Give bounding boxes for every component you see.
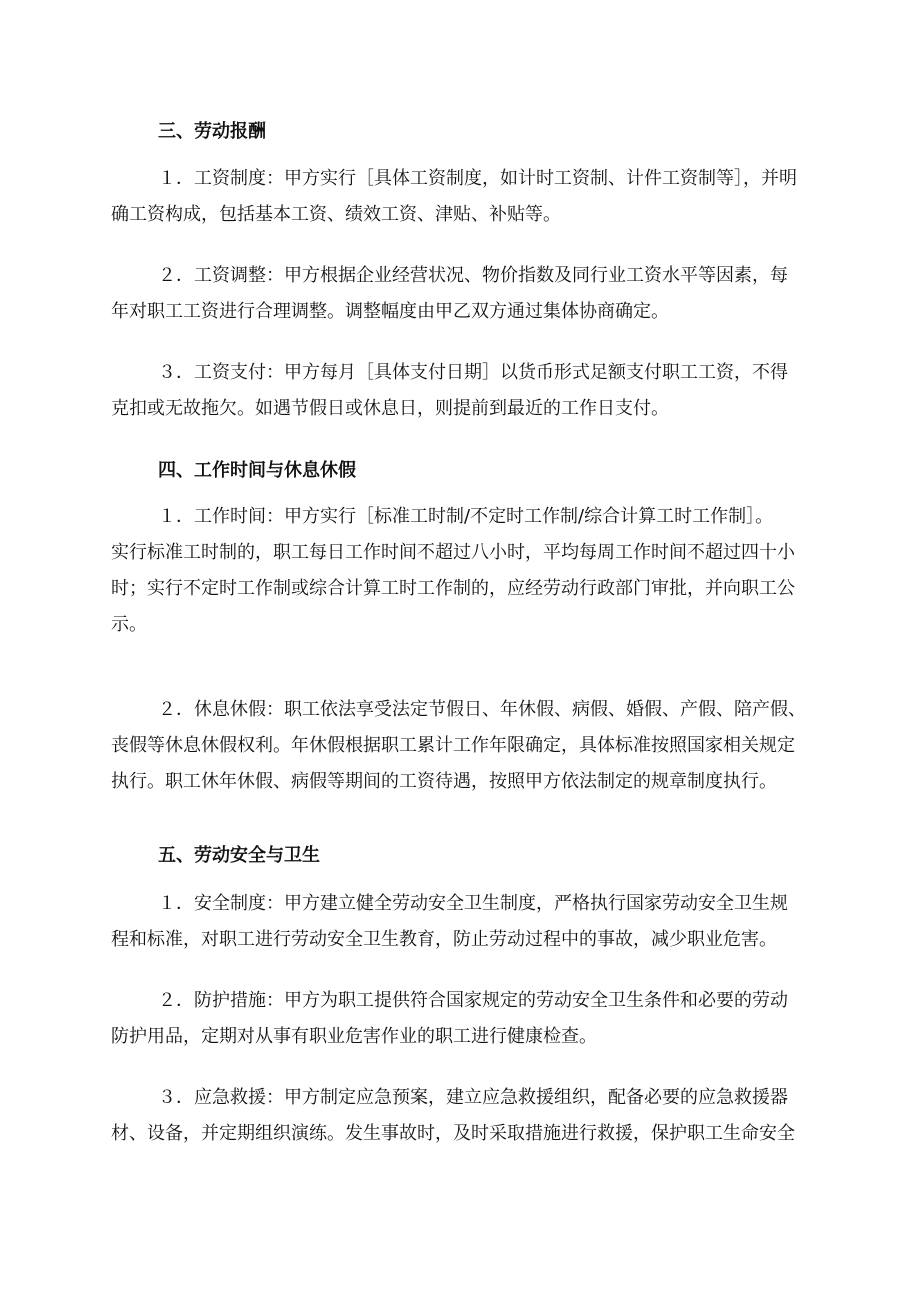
paragraph-line: 程和标准，对职工进行劳动安全卫生教育，防止劳动过程中的事故，减少职业危害。 — [111, 929, 777, 950]
paragraph-safety-system — [111, 886, 811, 958]
paragraph-line: １．工资制度：甲方实行［具体工资制度，如计时工资制、计件工资制等］，并明 — [158, 168, 797, 189]
paragraph-line: ２．工资调整：甲方根据企业经营状况、物价指数及同行业工资水平等因素，每 — [158, 265, 788, 286]
section-heading-labor-remuneration: 三、劳动报酬 — [158, 121, 266, 142]
paragraph-line: 示。 — [111, 614, 147, 635]
paragraph-line: 确工资构成，包括基本工资、绩效工资、津贴、补贴等。 — [111, 204, 561, 225]
paragraph-line: ２．防护措施：甲方为职工提供符合国家规定的劳动安全卫生条件和必要的劳动 — [158, 990, 788, 1011]
paragraph-protection-measures — [111, 983, 811, 1055]
paragraph-wage-system — [111, 161, 811, 233]
section-heading-working-hours: 四、工作时间与休息休假 — [158, 460, 356, 481]
paragraph-line: 防护用品，定期对从事有职业危害作业的职工进行健康检查。 — [111, 1026, 597, 1047]
paragraph-line: 执行。职工休年休假、病假等期间的工资待遇，按照甲方依法制定的规章制度执行。 — [111, 771, 777, 792]
paragraph-line: 实行标准工时制的，职工每日工作时间不超过八小时，平均每周工作时间不超过四十小 — [111, 542, 795, 563]
paragraph-line: 丧假等休息休假权利。年休假根据职工累计工作年限确定，具体标准按照国家相关规定 — [111, 735, 795, 756]
paragraph-line: ３．应急救援：甲方制定应急预案，建立应急救援组织，配备必要的应急救援器 — [158, 1087, 788, 1108]
paragraph-working-time — [111, 499, 811, 643]
paragraph-wage-payment — [111, 355, 811, 427]
section-heading-safety-and-health: 五、劳动安全与卫生 — [158, 845, 320, 866]
paragraph-line: 克扣或无故拖欠。如遇节假日或休息日，则提前到最近的工作日支付。 — [111, 398, 669, 419]
paragraph-line: 时；实行不定时工作制或综合计算工时工作制的，应经劳动行政部门审批，并向职工公 — [111, 578, 795, 599]
paragraph-wage-adjustment — [111, 258, 811, 330]
paragraph-rest-and-leave — [111, 692, 811, 800]
paragraph-line: １．工作时间：甲方实行［标准工时制/不定时工作制/综合计算工时工作制］。 — [158, 506, 774, 527]
paragraph-line: ３．工资支付：甲方每月［具体支付日期］以货币形式足额支付职工工资，不得 — [158, 362, 788, 383]
paragraph-line: 材、设备，并定期组织演练。发生事故时，及时采取措施进行救援，保护职工生命安全 — [111, 1123, 795, 1144]
paragraph-line: 年对职工工资进行合理调整。调整幅度由甲乙双方通过集体协商确定。 — [111, 301, 669, 322]
paragraph-line: １．安全制度：甲方建立健全劳动安全卫生制度，严格执行国家劳动安全卫生规 — [158, 893, 788, 914]
paragraph-line: ２．休息休假：职工依法享受法定节假日、年休假、病假、婚假、产假、陪产假、 — [158, 699, 806, 720]
paragraph-emergency-rescue — [111, 1080, 811, 1152]
